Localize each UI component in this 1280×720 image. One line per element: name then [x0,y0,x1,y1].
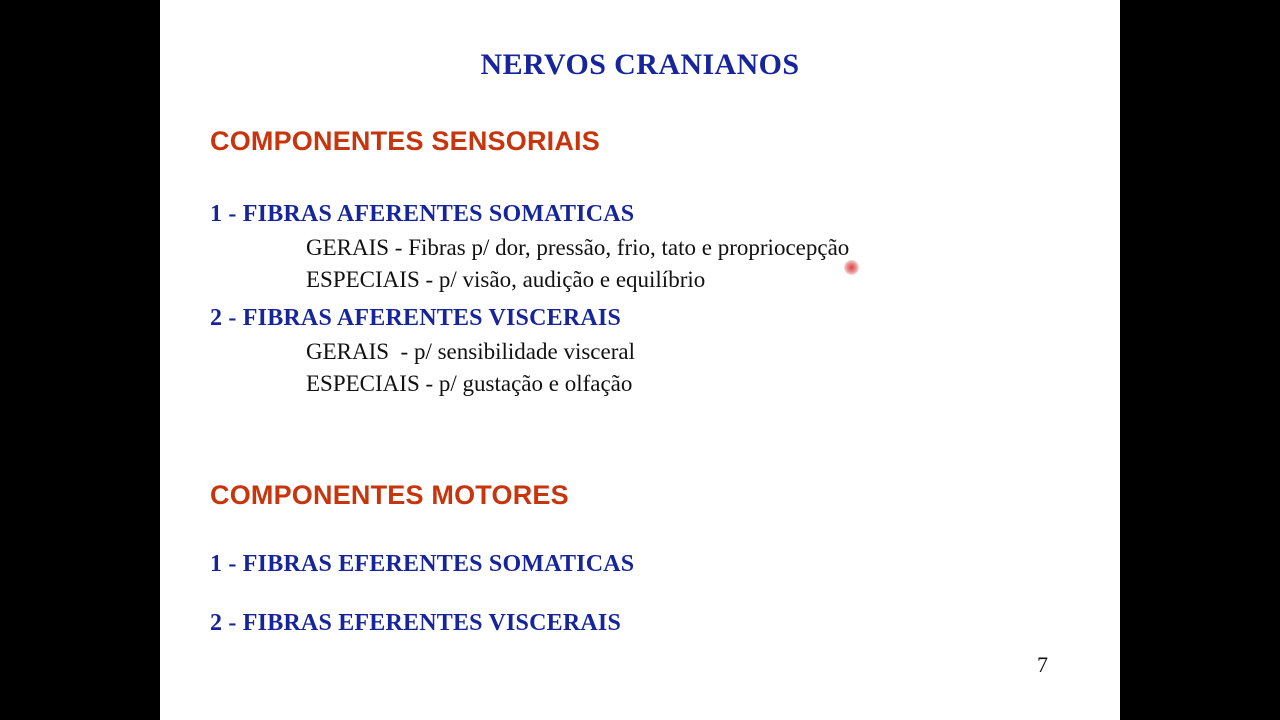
subline: GERAIS - Fibras p/ dor, pressão, frio, tato e propriocepção [306,235,850,260]
subline: ESPECIAIS - p/ gustação e olfação [306,371,633,397]
item-heading-fibras-eferentes-viscerais: 2 - FIBRAS EFERENTES VISCERAIS [210,609,621,636]
slide-canvas [160,0,1120,720]
section-heading-sensoriais: COMPONENTES SENSORIAIS [210,126,600,156]
spacer [210,157,1090,201]
subline: GERAIS - p/ sensibilidade visceral [306,339,635,365]
item-heading-fibras-eferentes-somaticas: 1 - FIBRAS EFERENTES SOMATICAS [210,550,635,577]
spacer [210,400,1090,480]
subline: ESPECIAIS - p/ visão, audição e equilíbrio [306,266,706,292]
letterbox-right [1120,0,1280,720]
spacer [210,578,1090,610]
sublines-group [210,336,1090,399]
spacer [210,511,1090,551]
letterbox-left [0,0,160,720]
spacer [210,295,1090,305]
page-number: 7 [1037,652,1048,677]
slide-content [210,126,1090,637]
section-heading-motores: COMPONENTES MOTORES [210,479,569,510]
cursor-pointer-icon [844,260,859,275]
item-heading-fibras-aferentes-viscerais: 2 - FIBRAS AFERENTES VISCERAIS [210,305,621,332]
sublines-group [210,232,1090,295]
item-heading-fibras-aferentes-somaticas: 1 - FIBRAS AFERENTES SOMATICAS [210,201,635,227]
page-title: NERVOS CRANIANOS [480,48,800,81]
